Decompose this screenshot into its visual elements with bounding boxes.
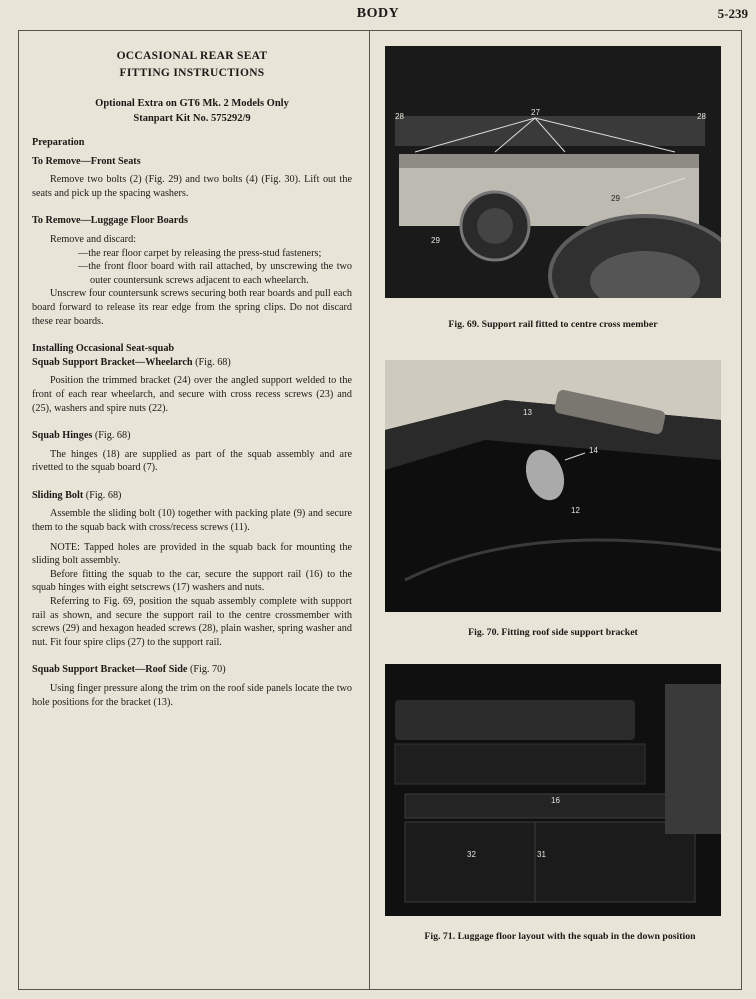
floor-boards-intro: Remove and discard: xyxy=(50,233,137,245)
hinges-fig-ref: (Fig. 68) xyxy=(94,430,131,442)
hinges-heading: Squab Hinges xyxy=(32,430,93,442)
fig69-label-1: 28 xyxy=(395,112,404,121)
fig71-label-2: 32 xyxy=(467,850,476,859)
figure-71-photo xyxy=(385,664,721,916)
figure-69-caption: Fig. 69. Support rail fitted to centre cross member xyxy=(448,319,658,330)
install-heading: Installing Occasional Seat-squab xyxy=(32,343,175,355)
floor-boards-heading: To Remove—Luggage Floor Boards xyxy=(32,215,188,227)
fig69-label-2: 27 xyxy=(531,108,540,117)
wheelarch-fig-ref: (Fig. 68) xyxy=(195,356,231,368)
fig69-label-4: 29 xyxy=(611,194,620,203)
doc-title-line2: FITTING INSTRUCTIONS xyxy=(119,67,265,79)
sliding-bolt-text-2: Before fitting the squab to the car, secure the support rail (16) to the squab hinges with eight setscrews (17) washers and nuts. xyxy=(32,568,352,594)
sliding-bolt-text: Assemble the sliding bolt (10) together with packing plate (9) and secure them to the squab back with cross/recess screws (11). xyxy=(32,508,352,534)
front-seats-heading: To Remove—Front Seats xyxy=(32,155,141,167)
figure-70-caption: Fig. 70. Fitting roof side support bracket xyxy=(468,627,638,638)
figure-71-caption: Fig. 71. Luggage floor layout with the squab in the down position xyxy=(424,931,696,942)
fig71-label-1: 16 xyxy=(551,796,560,805)
left-column xyxy=(32,48,352,709)
fig70-label-3: 12 xyxy=(571,506,580,515)
floor-boards-text: Unscrew four countersunk screws securing both rear boards and pull each board forward to release its rear edge from the spring clips. Do not discard these rear boards. xyxy=(32,288,352,327)
floor-boards-item-2: —the front floor board with rail attached, by unscrewing the two outer countersunk screws adjacent to each wheelarch. xyxy=(78,261,352,286)
fig69-label-5: 29 xyxy=(431,236,440,245)
sliding-bolt-fig-ref: (Fig. 68) xyxy=(85,489,122,501)
doc-subtitle-1: Optional Extra on GT6 Mk. 2 Models Only xyxy=(95,98,289,109)
fig69-label-3: 28 xyxy=(697,112,706,121)
figure-70-photo xyxy=(385,360,721,612)
wheelarch-text: Position the trimmed bracket (24) over the angled support welded to the front of each rear wheelarch, and secure with cross recess screws (23) and (25), washers and spire nuts (22). xyxy=(32,375,352,414)
page-header-title: BODY xyxy=(356,6,400,21)
floor-boards-item-1: —the rear floor carpet by releasing the press-stud fasteners; xyxy=(78,247,322,259)
fig70-label-2: 14 xyxy=(589,446,598,455)
sliding-bolt-heading: Sliding Bolt xyxy=(32,489,84,501)
roof-side-text: Using finger pressure along the trim on the roof side panels locate the two hole positions for the bracket (13). xyxy=(32,683,352,708)
doc-subtitle-2: Stanpart Kit No. 575292/9 xyxy=(133,113,251,124)
sliding-bolt-note: NOTE: Tapped holes are provided in the squab back for mounting the sliding bolt assembly. xyxy=(32,541,352,567)
column-divider xyxy=(369,30,370,990)
roof-side-heading: Squab Support Bracket—Roof Side xyxy=(32,664,188,676)
fig70-label-1: 13 xyxy=(523,408,532,417)
front-seats-text: Remove two bolts (2) (Fig. 29) and two bolts (4) (Fig. 30). Lift out the seats and pick up the spacing washers. xyxy=(32,174,352,199)
page-number: 5-239 xyxy=(717,6,748,21)
figure-69-photo xyxy=(385,46,721,298)
fig71-label-3: 31 xyxy=(537,850,546,859)
roof-side-fig-ref: (Fig. 70) xyxy=(189,664,226,676)
hinges-text: The hinges (18) are supplied as part of the squab assembly and are rivetted to the squab board (7). xyxy=(32,448,352,474)
wheelarch-heading: Squab Support Bracket—Wheelarch xyxy=(32,356,193,368)
doc-title-line1: OCCASIONAL REAR SEAT xyxy=(116,50,268,62)
sliding-bolt-text-3: Referring to Fig. 69, position the squab assembly complete with support rail as shown, and secure the support rail to the centre crossmember with screws (29) and hexagon headed screws (28), plain washer, spring washer and nut. Fit four spire clips (27) to the support rail. xyxy=(32,596,352,648)
preparation-heading: Preparation xyxy=(32,137,85,148)
